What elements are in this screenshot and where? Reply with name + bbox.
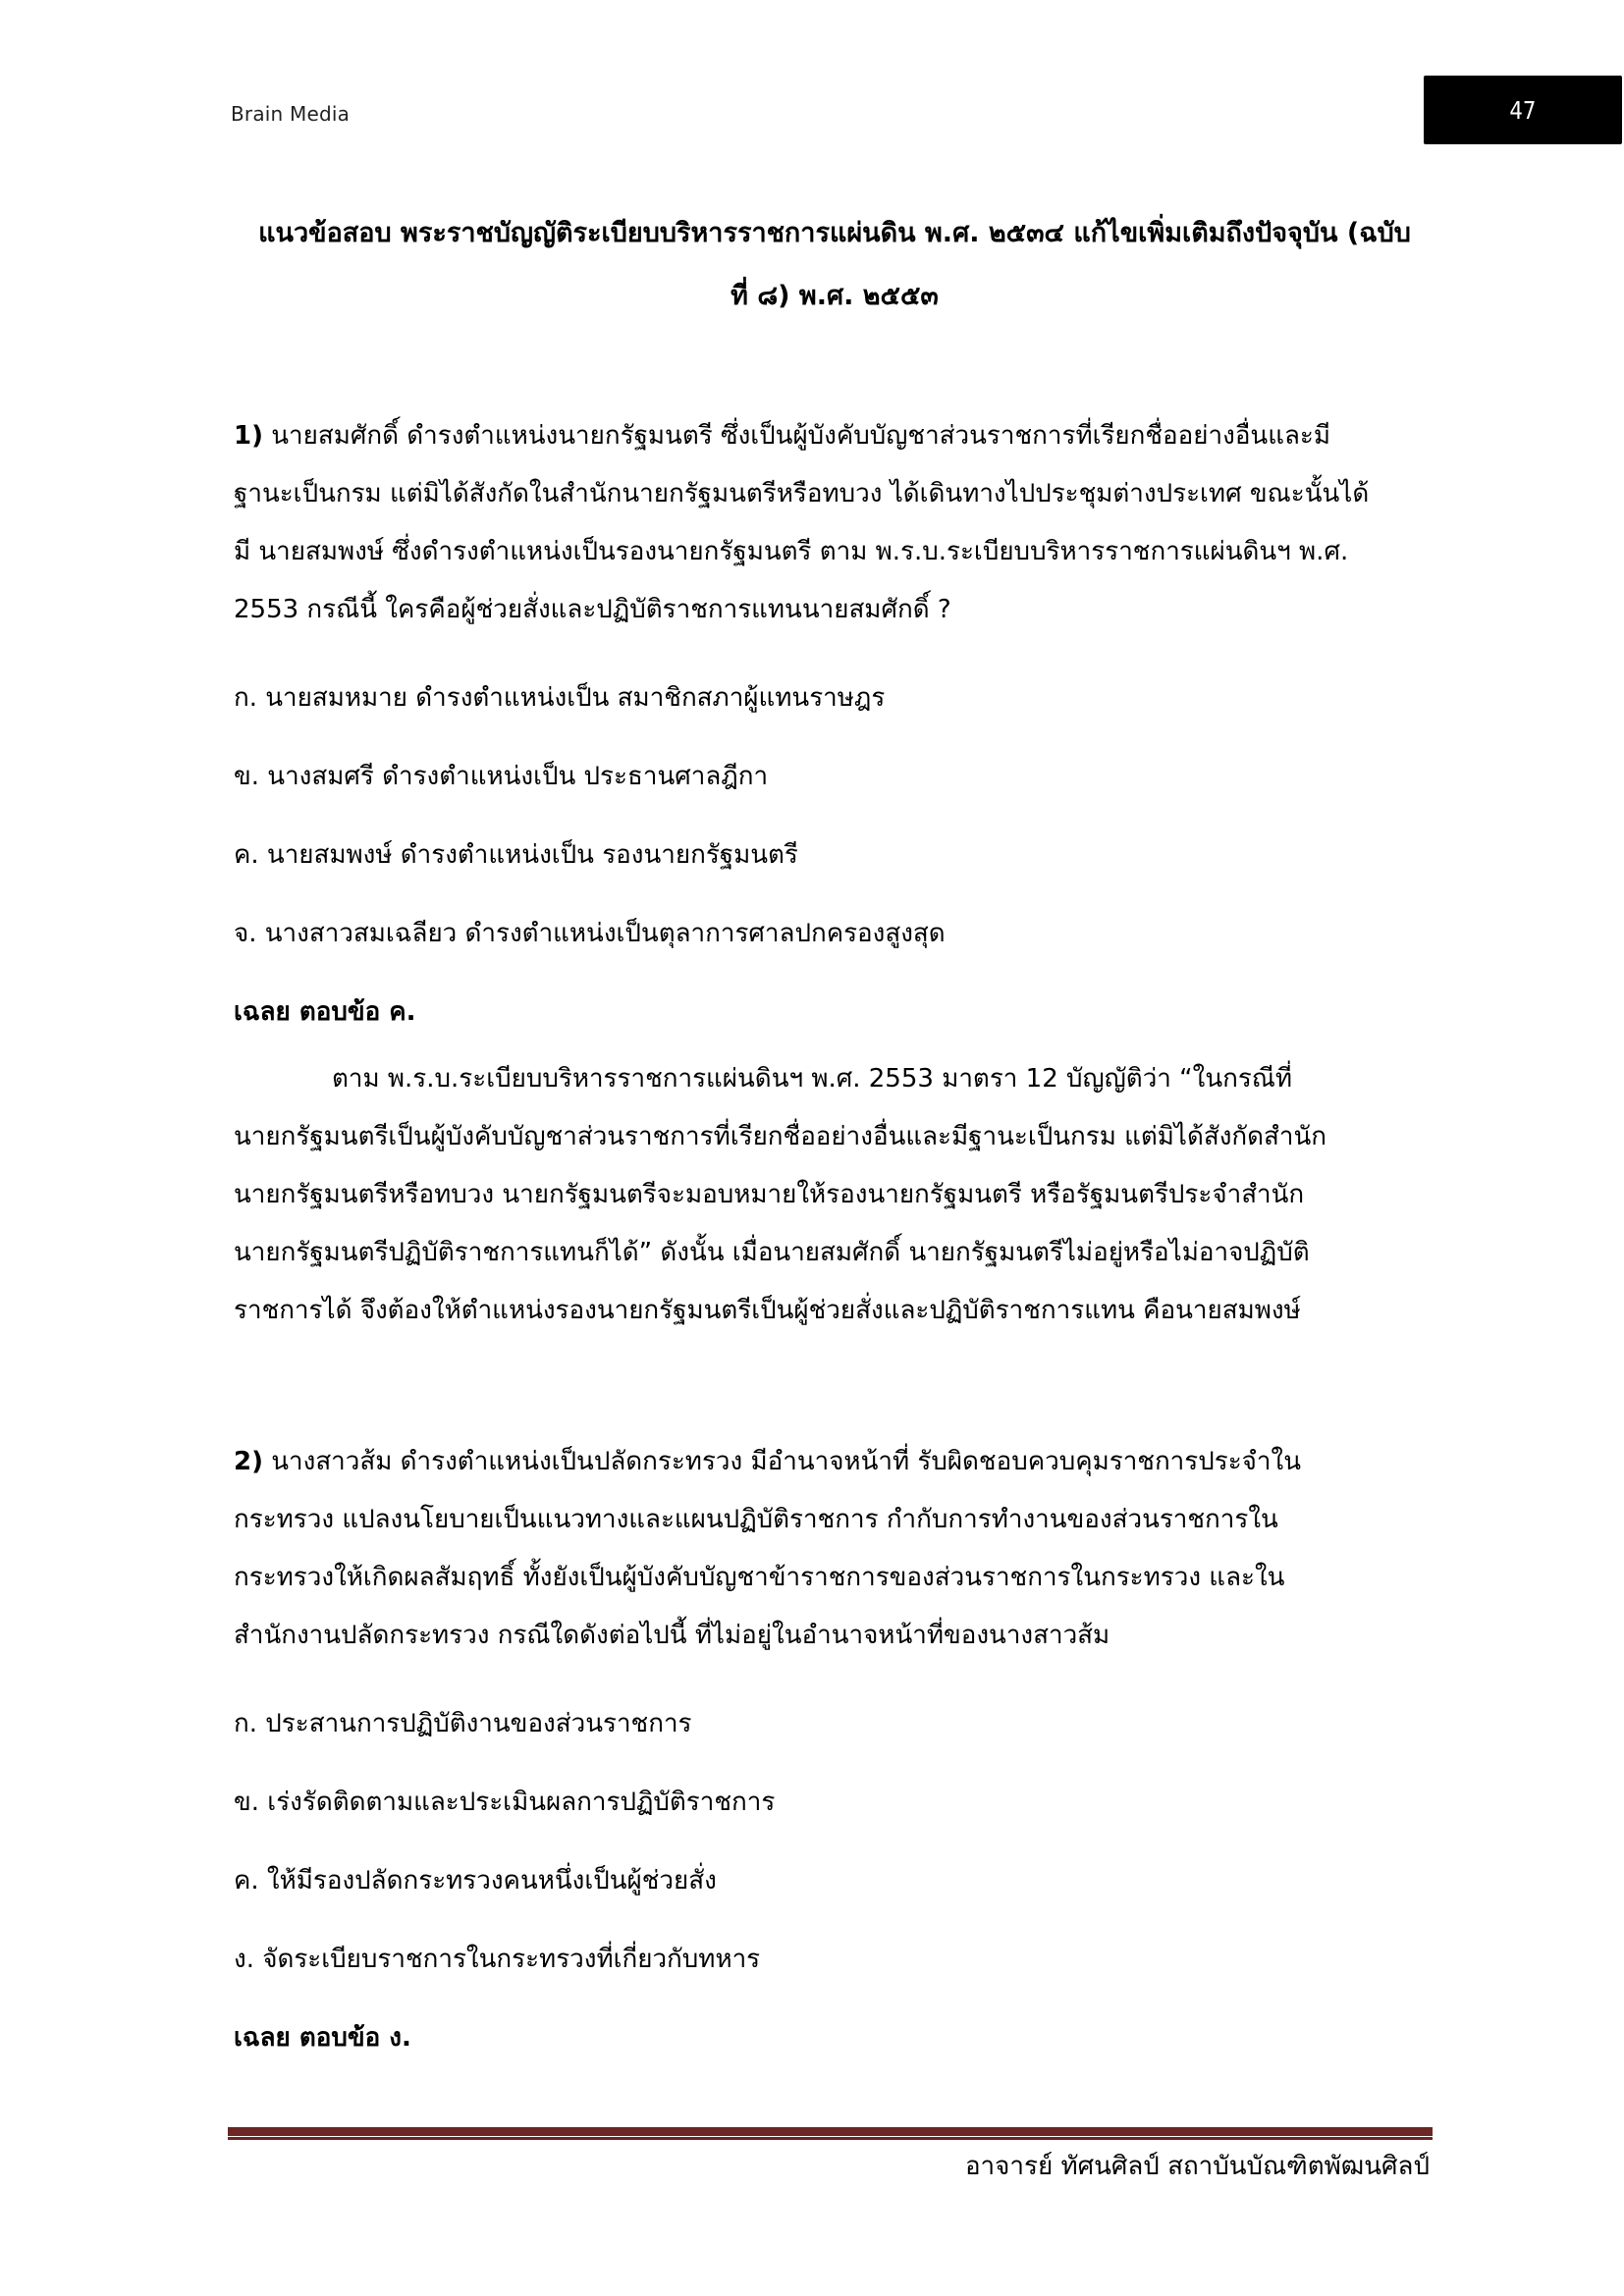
question-1-line-3: มี นายสมพงษ์ ซึ่งดำรงตำแหน่งเป็นรองนายกรัฐมนตรี ตาม พ.ร.บ.ระเบียบบริหารราชการแผ่นดินฯ พ.ศ.: [234, 537, 1349, 566]
question-1-explanation: [234, 1050, 1441, 1340]
question-1-answer: เฉลย ตอบข้อ ค.: [234, 997, 416, 1027]
question-2-stem: [234, 1433, 1441, 1665]
footer-author: อาจารย์ ทัศนศิลป์ สถาบันบัณฑิตพัฒนศิลป์: [964, 2152, 1430, 2181]
question-1-line-2: ฐานะเป็นกรม แต่มิได้สังกัดในสำนักนายกรัฐมนตรีหรือทบวง ได้เดินทางไปประชุมต่างประเทศ ขณะนั้นได้: [234, 479, 1370, 508]
explanation-line-3: นายกรัฐมนตรีหรือทบวง นายกรัฐมนตรีจะมอบหมายให้รองนายกรัฐมนตรี หรือรัฐมนตรีประจำสำนัก: [234, 1180, 1305, 1209]
explanation-line-1: ตาม พ.ร.บ.ระเบียบบริหารราชการแผ่นดินฯ พ.ศ. 2553 มาตรา 12 บัญญัติว่า “ในกรณีที่: [332, 1064, 1293, 1094]
question-2-option-c: ค. ให้มีรองปลัดกระทรวงคนหนึ่งเป็นผู้ช่วยสั่ง: [234, 1866, 717, 1896]
question-2-line-2: กระทรวง แปลงนโยบายเป็นแนวทางและแผนปฏิบัติราชการ กำกับการทำงานของส่วนราชการใน: [234, 1505, 1278, 1534]
question-1-line-1: [234, 407, 1441, 465]
question-2-line-1: [234, 1433, 1441, 1491]
question-2-option-a: ก. ประสานการปฏิบัติงานของส่วนราชการ: [234, 1709, 692, 1738]
question-1-option-d: จ. นางสาวสมเฉลียว ดำรงตำแหน่งเป็นตุลาการศาลปกครองสูงสุด: [234, 919, 946, 948]
question-1-text: นายสมศักดิ์ ดำรงตำแหน่งนายกรัฐมนตรี ซึ่งเป็นผู้บังคับบัญชาส่วนราชการที่เรียกชื่ออย่างอื่นและมี: [262, 421, 1330, 451]
explanation-line-2: นายกรัฐมนตรีเป็นผู้บังคับบัญชาส่วนราชการที่เรียกชื่ออย่างอื่นและมีฐานะเป็นกรม แต่มิได้สังกัดสำนัก: [234, 1122, 1327, 1151]
page-title-line-2: ที่ ๘) พ.ศ. ๒๕๕๓: [731, 281, 939, 311]
question-2-text: นางสาวส้ม ดำรงตำแหน่งเป็นปลัดกระทรวง มีอำนาจหน้าที่ รับผิดชอบควบคุมราชการประจำใน: [262, 1447, 1301, 1476]
question-1-option-a: ก. นายสมหมาย ดำรงตำแหน่งเป็น สมาชิกสภาผู้แทนราษฎร: [234, 683, 886, 713]
explanation-line-4: นายกรัฐมนตรีปฏิบัติราชการแทนก็ได้” ดังนั้น เมื่อนายสมศักดิ์ นายกรัฐมนตรีไม่อยู่หรือไม่อาจปฏิบัติ: [234, 1238, 1310, 1267]
question-2-option-d: ง. จัดระเบียบราชการในกระทรวงที่เกี่ยวกับทหาร: [234, 1945, 761, 1974]
page-number-badge: [1424, 76, 1622, 144]
footer-divider-thin: [228, 2137, 1433, 2140]
question-1-line-4: 2553 กรณีนี้ ใครคือผู้ช่วยสั่งและปฏิบัติราชการแทนนายสมศักดิ์ ?: [234, 595, 951, 624]
question-1-stem: [234, 407, 1441, 639]
page-title: [196, 202, 1473, 328]
question-1-number: 1): [234, 421, 263, 451]
question-1-option-c: ค. นายสมพงษ์ ดำรงตำแหน่งเป็น รองนายกรัฐมนตรี: [234, 840, 798, 870]
header-brand: Brain Media: [231, 102, 351, 126]
question-1-option-b: ข. นางสมศรี ดำรงตำแหน่งเป็น ประธานศาลฎีกา: [234, 762, 769, 791]
footer-divider-thick: [228, 2127, 1433, 2136]
question-2-answer: เฉลย ตอบข้อ ง.: [234, 2023, 411, 2053]
question-2-line-4: สำนักงานปลัดกระทรวง กรณีใดดังต่อไปนี้ ที่ไม่อยู่ในอำนาจหน้าที่ของนางสาวส้ม: [234, 1621, 1110, 1650]
page-title-line-1: แนวข้อสอบ พระราชบัญญัติระเบียบบริหารราชการแผ่นดิน พ.ศ. ๒๕๓๔ แก้ไขเพิ่มเติมถึงปัจจุบัน (ฉบับ: [258, 218, 1411, 248]
question-2-options: [234, 1684, 1441, 2077]
question-2-line-3: กระทรวงให้เกิดผลสัมฤทธิ์ ทั้งยังเป็นผู้บังคับบัญชาข้าราชการของส่วนราชการในกระทรวง และใน: [234, 1563, 1285, 1592]
explanation-line-5: ราชการได้ จึงต้องให้ตำแหน่งรองนายกรัฐมนตรีเป็นผู้ช่วยสั่งและปฏิบัติราชการแทน คือนายสมพงษ์: [234, 1296, 1301, 1325]
question-2-option-b: ข. เร่งรัดติดตามและประเมินผลการปฏิบัติราชการ: [234, 1788, 776, 1817]
question-1-options: [234, 659, 1441, 1051]
page-number: 47: [1509, 95, 1537, 125]
question-2-number: 2): [234, 1447, 263, 1476]
